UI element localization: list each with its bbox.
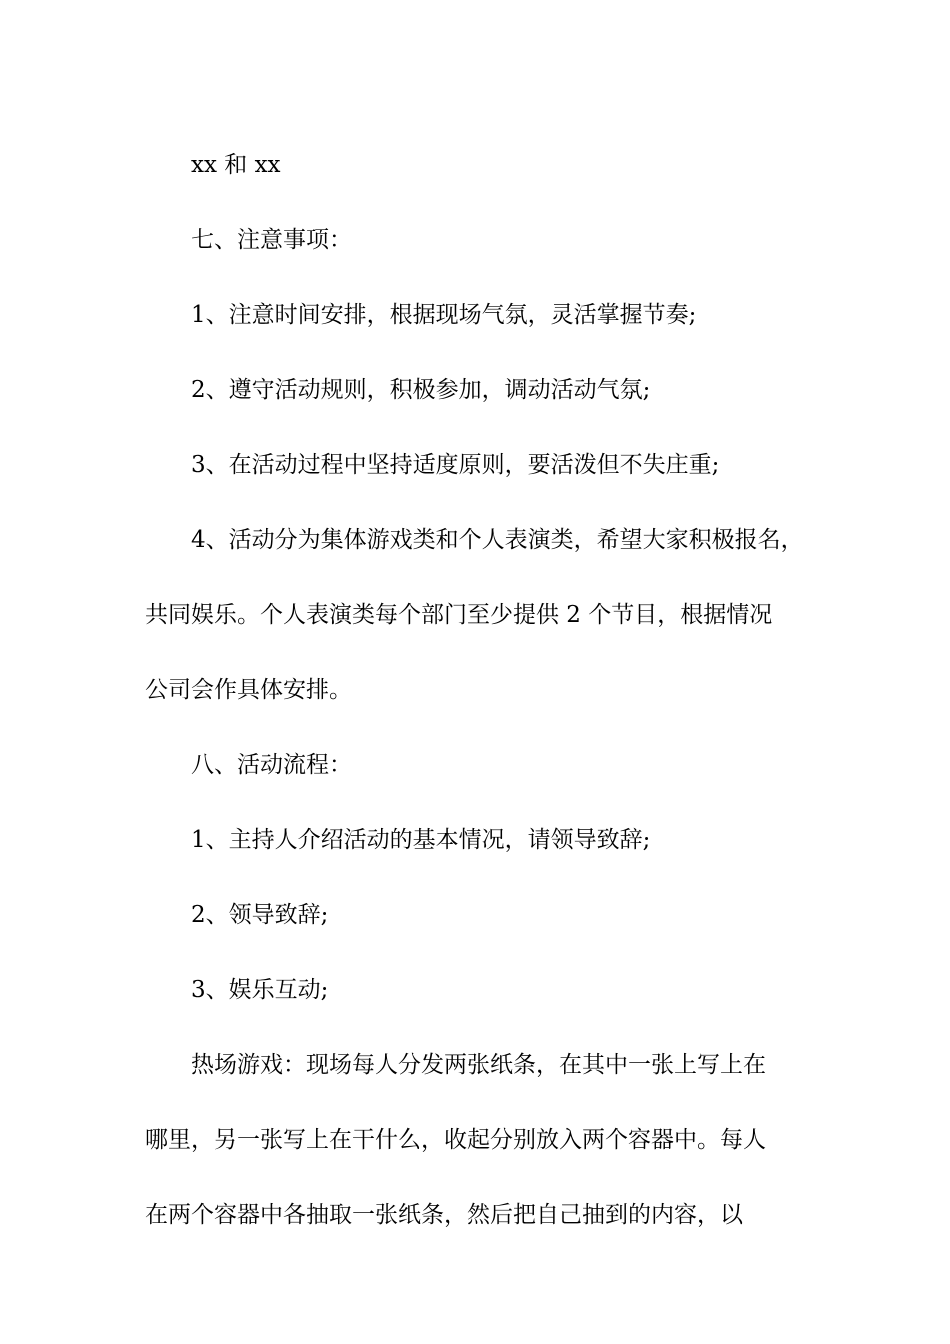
- text-line-participants: xx 和 xx: [191, 152, 281, 178]
- list-item-note-2: 2、遵守活动规则，积极参加，调动活动气氛;: [191, 377, 651, 403]
- list-item-process-1: 1、主持人介绍活动的基本情况，请领导致辞;: [191, 827, 651, 853]
- paragraph-warmup-line-3: 在两个容器中各抽取一张纸条，然后把自己抽到的内容，以: [145, 1202, 743, 1228]
- list-item-note-3: 3、在活动过程中坚持适度原则，要活泼但不失庄重;: [191, 452, 720, 478]
- list-item-note-4-line-3: 公司会作具体安排。: [145, 677, 352, 703]
- section-heading-process: 八、活动流程：: [191, 752, 352, 778]
- list-item-process-3: 3、娱乐互动;: [191, 977, 329, 1003]
- list-item-note-4-line-1: 4、活动分为集体游戏类和个人表演类，希望大家积极报名，: [191, 527, 804, 553]
- list-item-process-2: 2、领导致辞;: [191, 902, 329, 928]
- paragraph-warmup-line-2: 哪里，另一张写上在干什么，收起分别放入两个容器中。每人: [145, 1127, 766, 1153]
- list-item-note-4-line-2: 共同娱乐。个人表演类每个部门至少提供 2 个节目，根据情况: [145, 602, 773, 628]
- section-heading-notes: 七、注意事项：: [191, 227, 352, 253]
- list-item-note-1: 1、注意时间安排，根据现场气氛，灵活掌握节奏;: [191, 302, 697, 328]
- document-body: [145, 128, 825, 1253]
- paragraph-warmup-line-1: 热场游戏：现场每人分发两张纸条，在其中一张上写上在: [191, 1052, 766, 1078]
